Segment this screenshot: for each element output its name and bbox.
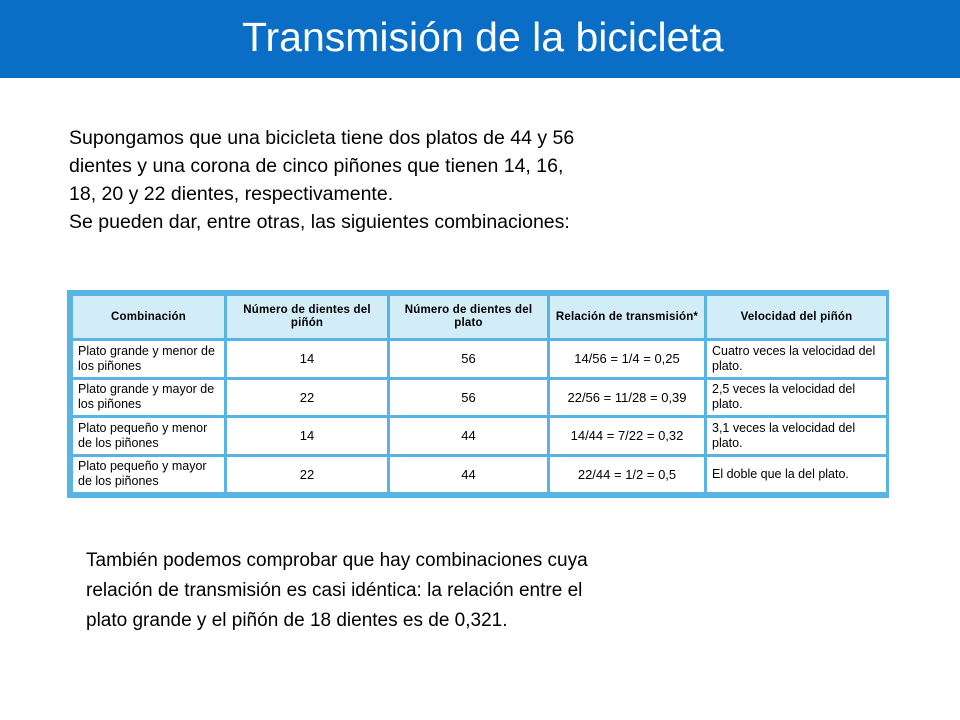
cell-speed: 3,1 veces la velocidad del plato. (706, 417, 888, 456)
outro-line: También podemos comprobar que hay combinaciones cuya (86, 550, 588, 571)
table-row (72, 378, 888, 417)
header-transmission-ratio: Relación de transmisión* (549, 295, 706, 340)
table-row (72, 340, 888, 379)
cell-combination: Plato grande y menor de los piñones (72, 340, 226, 379)
cell-ratio: 22/56 = 11/28 = 0,39 (549, 378, 706, 417)
outro-line: relación de transmisión es casi idéntica: la relación entre el (86, 580, 583, 601)
intro-line: Se pueden dar, entre otras, las siguientes combinaciones: (69, 211, 570, 233)
table-header-row (72, 295, 888, 340)
cell-ratio: 22/44 = 1/2 = 0,5 (549, 455, 706, 494)
cell-pinion-teeth: 22 (226, 378, 389, 417)
cell-plate-teeth: 44 (389, 417, 549, 456)
table-row (72, 417, 888, 456)
table-row (72, 455, 888, 494)
intro-line: 18, 20 y 22 dientes, respectivamente. (69, 183, 394, 205)
intro-line: dientes y una corona de cinco piñones que tienen 14, 16, (69, 155, 564, 177)
header-pinion-teeth: Número de dientes del piñón (226, 295, 389, 340)
cell-ratio: 14/44 = 7/22 = 0,32 (549, 417, 706, 456)
cell-pinion-teeth: 14 (226, 417, 389, 456)
cell-plate-teeth: 44 (389, 455, 549, 494)
combinations-table (67, 290, 889, 498)
outro-paragraph (86, 546, 686, 636)
slide-title: Transmisión de la bicicleta (242, 14, 724, 60)
combinations-table-grid (70, 293, 889, 495)
cell-ratio: 14/56 = 1/4 = 0,25 (549, 340, 706, 379)
intro-line: Supongamos que una bicicleta tiene dos platos de 44 y 56 (69, 127, 575, 149)
title-bar (0, 0, 960, 78)
cell-speed: 2,5 veces la velocidad del plato. (706, 378, 888, 417)
outro-line: plato grande y el piñón de 18 dientes es de 0,321. (86, 610, 508, 631)
cell-combination: Plato pequeño y mayor de los piñones (72, 455, 226, 494)
cell-pinion-teeth: 22 (226, 455, 389, 494)
intro-paragraph (69, 124, 669, 236)
cell-speed: El doble que la del plato. (706, 455, 888, 494)
cell-combination: Plato grande y mayor de los piñones (72, 378, 226, 417)
cell-plate-teeth: 56 (389, 340, 549, 379)
header-plate-teeth: Número de dientes del plato (389, 295, 549, 340)
cell-speed: Cuatro veces la velocidad del plato. (706, 340, 888, 379)
header-pinion-speed: Velocidad del piñón (706, 295, 888, 340)
cell-combination: Plato pequeño y menor de los piñones (72, 417, 226, 456)
header-combination: Combinación (72, 295, 226, 340)
cell-plate-teeth: 56 (389, 378, 549, 417)
cell-pinion-teeth: 14 (226, 340, 389, 379)
